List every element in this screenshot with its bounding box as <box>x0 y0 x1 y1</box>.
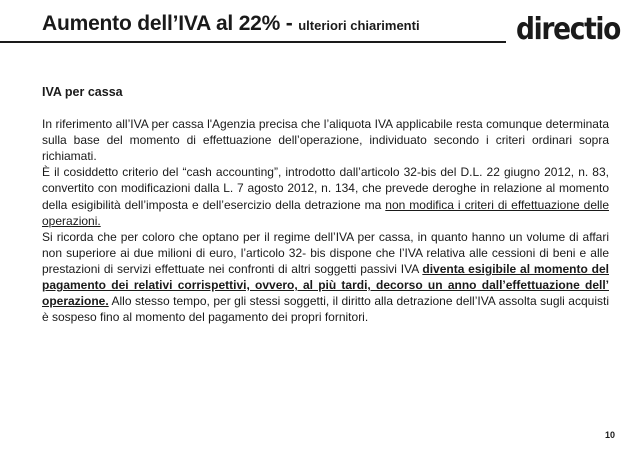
header-rule <box>0 41 506 43</box>
section-title: IVA per cassa <box>42 85 123 99</box>
page-number: 10 <box>605 430 616 440</box>
directio-logo <box>514 11 622 47</box>
logo-wordmark: directio <box>516 12 621 47</box>
paragraph-2-underlined: non modifica i criteri di effettuazione delle operazioni. <box>42 197 610 228</box>
slide-title <box>42 12 420 36</box>
paragraph-1: In riferimento all’IVA per cassa l'Agenzia precisa che l’aliquota IVA applicabile resta comunque determinata sulla base del momento di effettuazione dell’operazione, individuato secondo i criteri ordinari sopra richiamati. <box>42 117 609 164</box>
slide-header <box>0 0 638 48</box>
paragraph-3-emphasis: diventa esigibile al momento del pagamento dei relativi corrispettivi, ovvero, al più tardi, decorso un anno dall’effettuazione dell’ operazione. <box>42 261 609 309</box>
slide-content <box>42 84 609 325</box>
slide-title-subtitle: ulteriori chiarimenti <box>298 18 420 33</box>
paragraph-2-text: È il cosiddetto criterio del “cash accounting”, introdotto dall’articolo 32-bis del D.L. 22 giugno 2012, n. 83, convertito con modificazioni dalla L. 7 agosto 2012, n. 134, che prevede deroghe in relazione al momento della esigibilità dell’imposta e dell’esercizio della detrazione ma <box>42 165 609 212</box>
paragraph-3-text: Si ricorda che per coloro che optano per il regime dell’IVA per cassa, in quanto hanno un volume di affari non superiore ai due milioni di euro, l’articolo 32- bis dispone che l’IVA relativa alle cessioni di beni e alle prestazioni di servizi effettuate nei confronti di altri soggetti passivi IVA <box>42 229 609 276</box>
paragraph-2 <box>42 164 609 228</box>
paragraph-3-end: Allo stesso tempo, per gli stessi soggetti, il diritto alla detrazione dell’IVA assolta sugli acquisti è sospeso fino al momento del pagamento dei propri fornitori. <box>42 294 609 325</box>
slide-title-main: Aumento dell’IVA al 22% - <box>42 12 293 35</box>
paragraph-3 <box>42 229 609 326</box>
